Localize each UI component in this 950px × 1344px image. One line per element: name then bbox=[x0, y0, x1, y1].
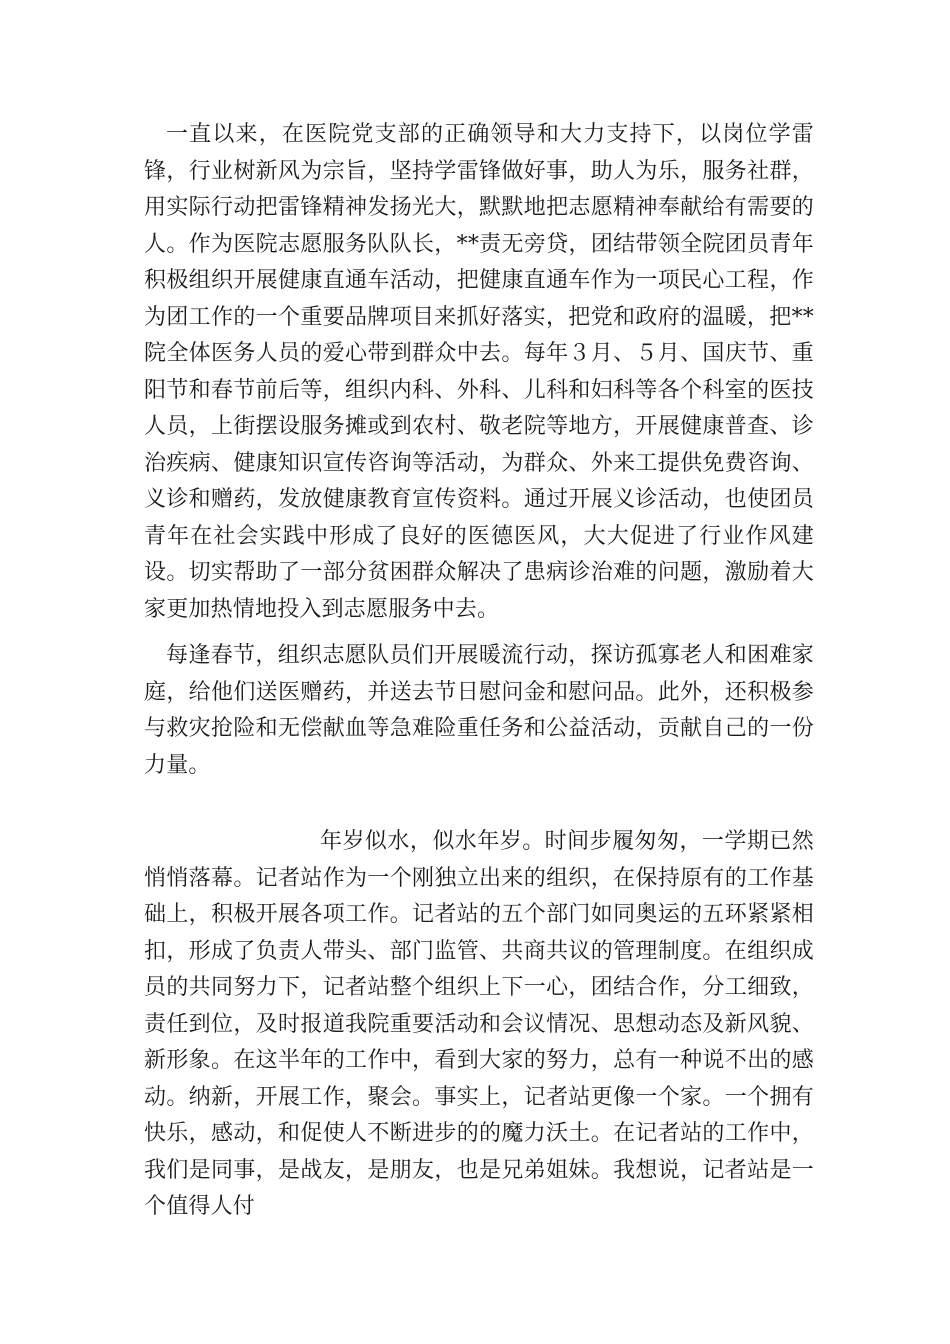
paragraph-reporter-station: 年岁似水，似水年岁。时间步履匆匆，一学期已然悄悄落幕。记者站作为一个刚独立出来的组织，在保持原有的工作基础上，积极开展各项工作。记者站的五个部门如同奥运的五环紧紧相扣，形成了负责人带头、部门监管、共商共议的管理制度。在组织成员的共同努力下，记者站整个组织上下一心，团结合作，分工细致，责任到位，及时报道我院重要活动和会议情况、思想动态及新风貌、新形象。在这半年的工作中，看到大家的努力，总有一种说不出的感动。纳新，开展工作，聚会。事实上，记者站更像一个家。一个拥有快乐，感动，和促使人不断进步的的魔力沃土。在记者站的工作中，我们是同事，是战友，是朋友，也是兄弟姐妹。我想说，记者站是一个值得人付 bbox=[144, 829, 814, 1219]
paragraph-spring-festival: 每逢春节，组织志愿队员们开展暖流行动，探访孤寡老人和困难家庭，给他们送医赠药，并送去节日慰问金和慰问品。此外，还积极参与救灾抢险和无偿献血等急难险重任务和公益活动，贡献自己的一份力量。 bbox=[144, 643, 814, 778]
paragraph-volunteer-service: 一直以来，在医院党支部的正确领导和大力支持下，以岗位学雷锋，行业树新风为宗旨，坚持学雷锋做好事，助人为乐，服务社群，用实际行动把雷锋精神发扬光大，默默地把志愿精神奉献给有需要的人。作为医院志愿服务队队长，**责无旁贷，团结带领全院团员青年积极组织开展健康直通车活动，把健康直通车作为一项民心工程，作为团工作的一个重要品牌项目来抓好落实，把党和政府的温暖，把**院全体医务人员的爱心带到群众中去。每年３月、５月、国庆节、重阳节和春节前后等，组织内科、外科、儿科和妇科等各个科室的医技人员，上街摆设服务摊或到农村、敬老院等地方，开展健康普查、诊治疾病、健康知识宣传咨询等活动，为群众、外来工提供免费咨询、义诊和赠药，发放健康教育宣传资料。通过开展义诊活动，也使团员青年在社会实践中形成了良好的医德医风，大大促进了行业作风建设。切实帮助了一部分贫困群众解决了患病诊治难的问题，激励着大家更加热情地投入到志愿服务中去。 bbox=[144, 122, 814, 622]
